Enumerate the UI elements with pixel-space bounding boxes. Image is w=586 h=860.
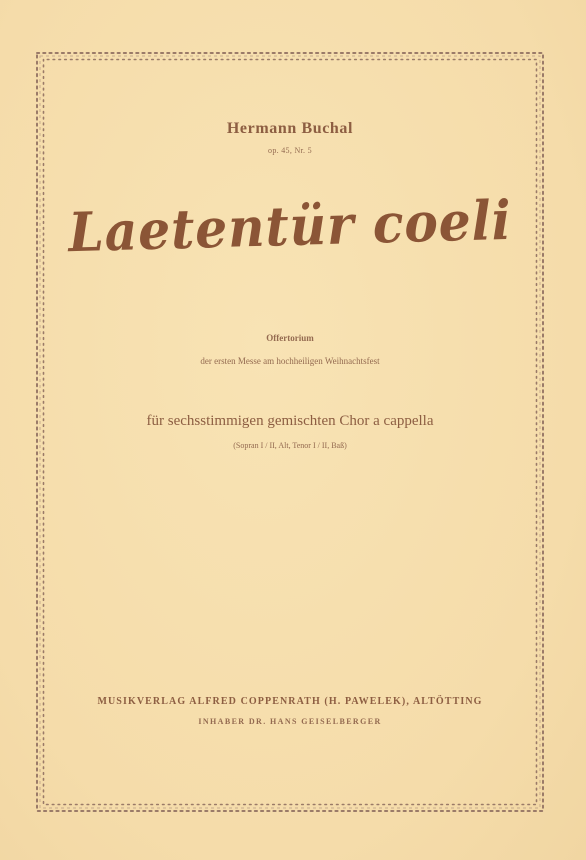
composer-name: Hermann Buchal [226,120,354,137]
opus-number: op. 45, Nr. 5 [268,146,312,155]
publisher-line: MUSIKVERLAG ALFRED COPPENRATH (H. PAWELEK), ALTÖTTING [97,696,483,707]
voices-line: (Sopran I / II, Alt, Tenor I / II, Baß) [233,441,347,450]
cover-text [36,52,544,812]
work-title: Laetentür coeli [67,187,513,265]
owner-line: INHABER DR. HANS GEISELBERGER [198,717,382,726]
genre-label: Offertorium [266,333,314,343]
occasion-line: der ersten Messe am hochheiligen Weihnachtsfest [200,356,380,366]
scoring-line: für sechsstimmigen gemischten Chor a cappella [146,413,434,429]
